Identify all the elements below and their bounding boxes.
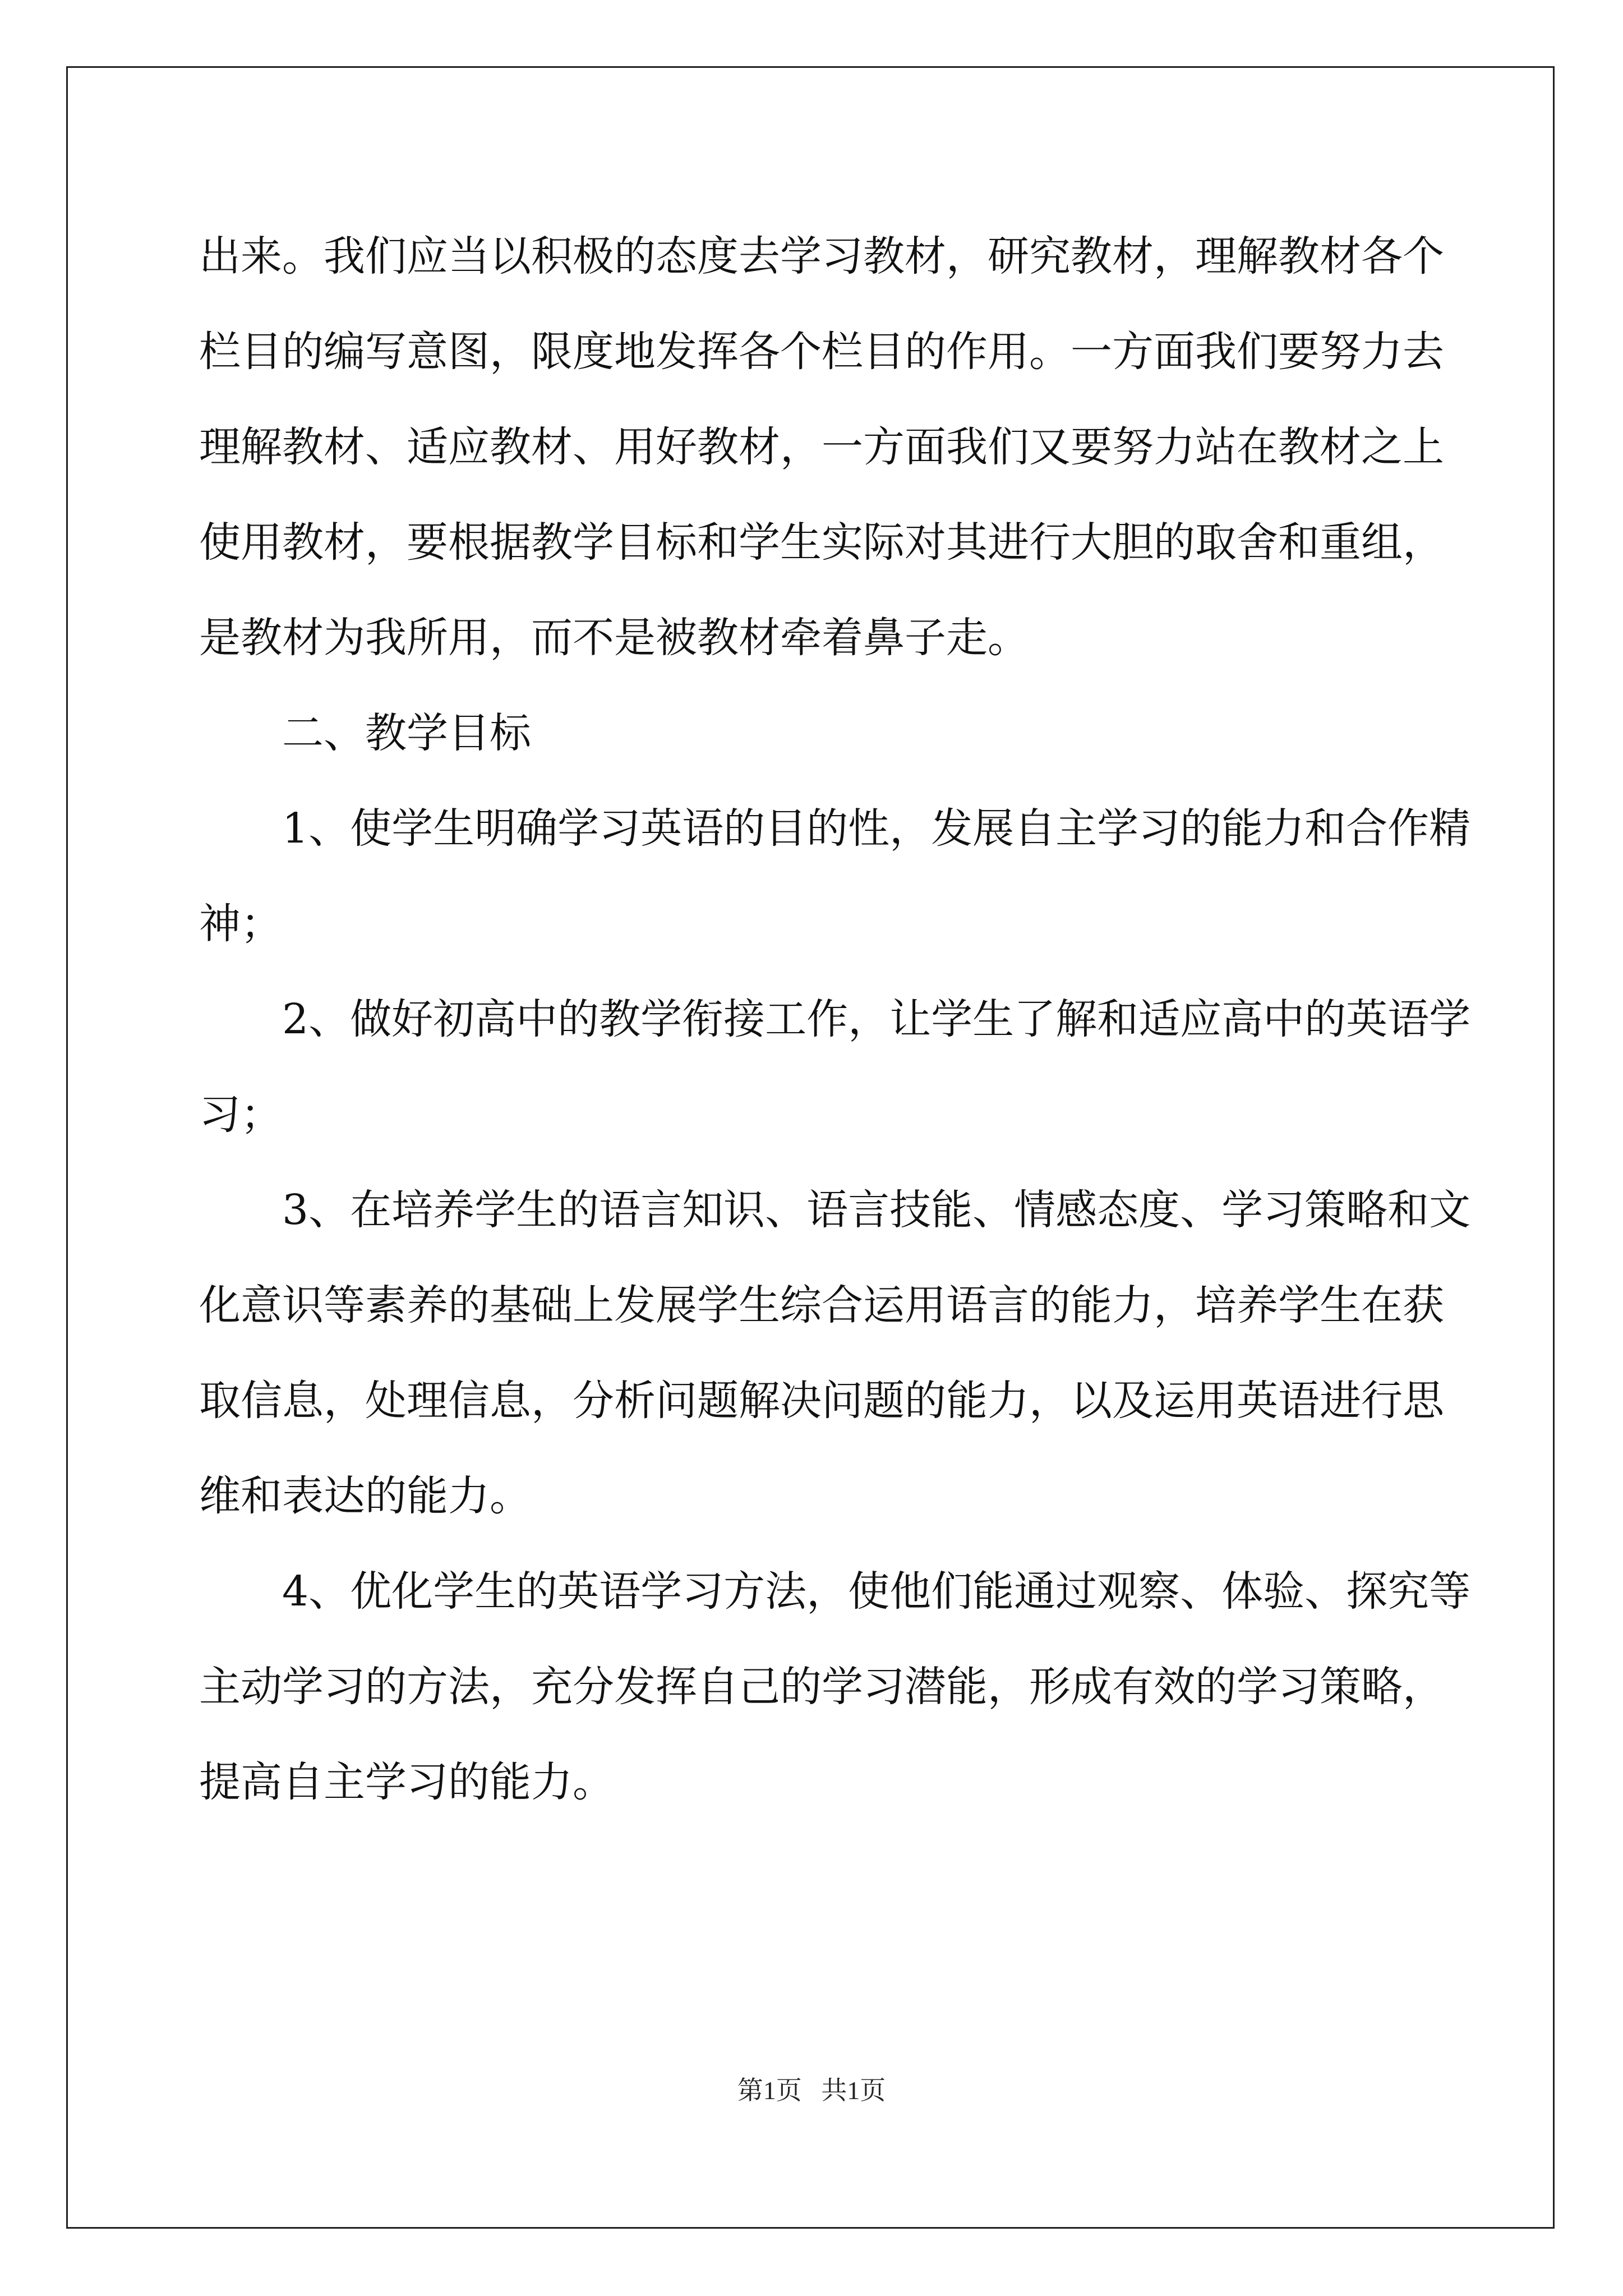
- page-total: 共1页: [821, 2076, 886, 2105]
- text-line: 化意识等素养的基础上发展学生综合运用语言的能力，培养学生在获: [199, 1281, 1444, 1329]
- text-line: 主动学习的方法，充分发挥自己的学习潜能，形成有效的学习策略，: [199, 1663, 1444, 1711]
- text-line: 是教材为我所用，而不是被教材牵着鼻子走。: [199, 614, 1029, 662]
- text-line: 取信息，处理信息，分析问题解决问题的能力，以及运用英语进行思: [199, 1377, 1444, 1425]
- text-line: 1、使学生明确学习英语的目的性，发展自主学习的能力和合作精: [282, 804, 1471, 853]
- text-line: 出来。我们应当以积极的态度去学习教材，研究教材，理解教材各个: [199, 232, 1444, 280]
- text-line: 提高自主学习的能力。: [199, 1758, 614, 1806]
- text-line: 使用教材，要根据教学目标和学生实际对其进行大胆的取舍和重组，: [199, 518, 1444, 567]
- section-heading: 二、教学目标: [282, 709, 531, 757]
- text-line: 4、优化学生的英语学习方法，使他们能通过观察、体验、探究等: [282, 1567, 1471, 1616]
- text-line: 理解教材、适应教材、用好教材，一方面我们又要努力站在教材之上: [199, 423, 1444, 471]
- document-body: [199, 209, 1471, 1830]
- page-number: 第1页: [737, 2076, 802, 2105]
- text-line: 栏目的编写意图，限度地发挥各个栏目的作用。一方面我们要努力去: [199, 328, 1444, 376]
- text-line: 2、做好初高中的教学衔接工作，让学生了解和适应高中的英语学: [282, 995, 1471, 1043]
- text-line: 维和表达的能力。: [199, 1472, 531, 1520]
- text-line: 习；: [199, 1091, 282, 1139]
- text-line: 神；: [199, 900, 282, 948]
- page-footer: [0, 2070, 1623, 2107]
- text-line: 3、在培养学生的语言知识、语言技能、情感态度、学习策略和文: [282, 1186, 1471, 1234]
- footer-separator: [802, 2076, 822, 2105]
